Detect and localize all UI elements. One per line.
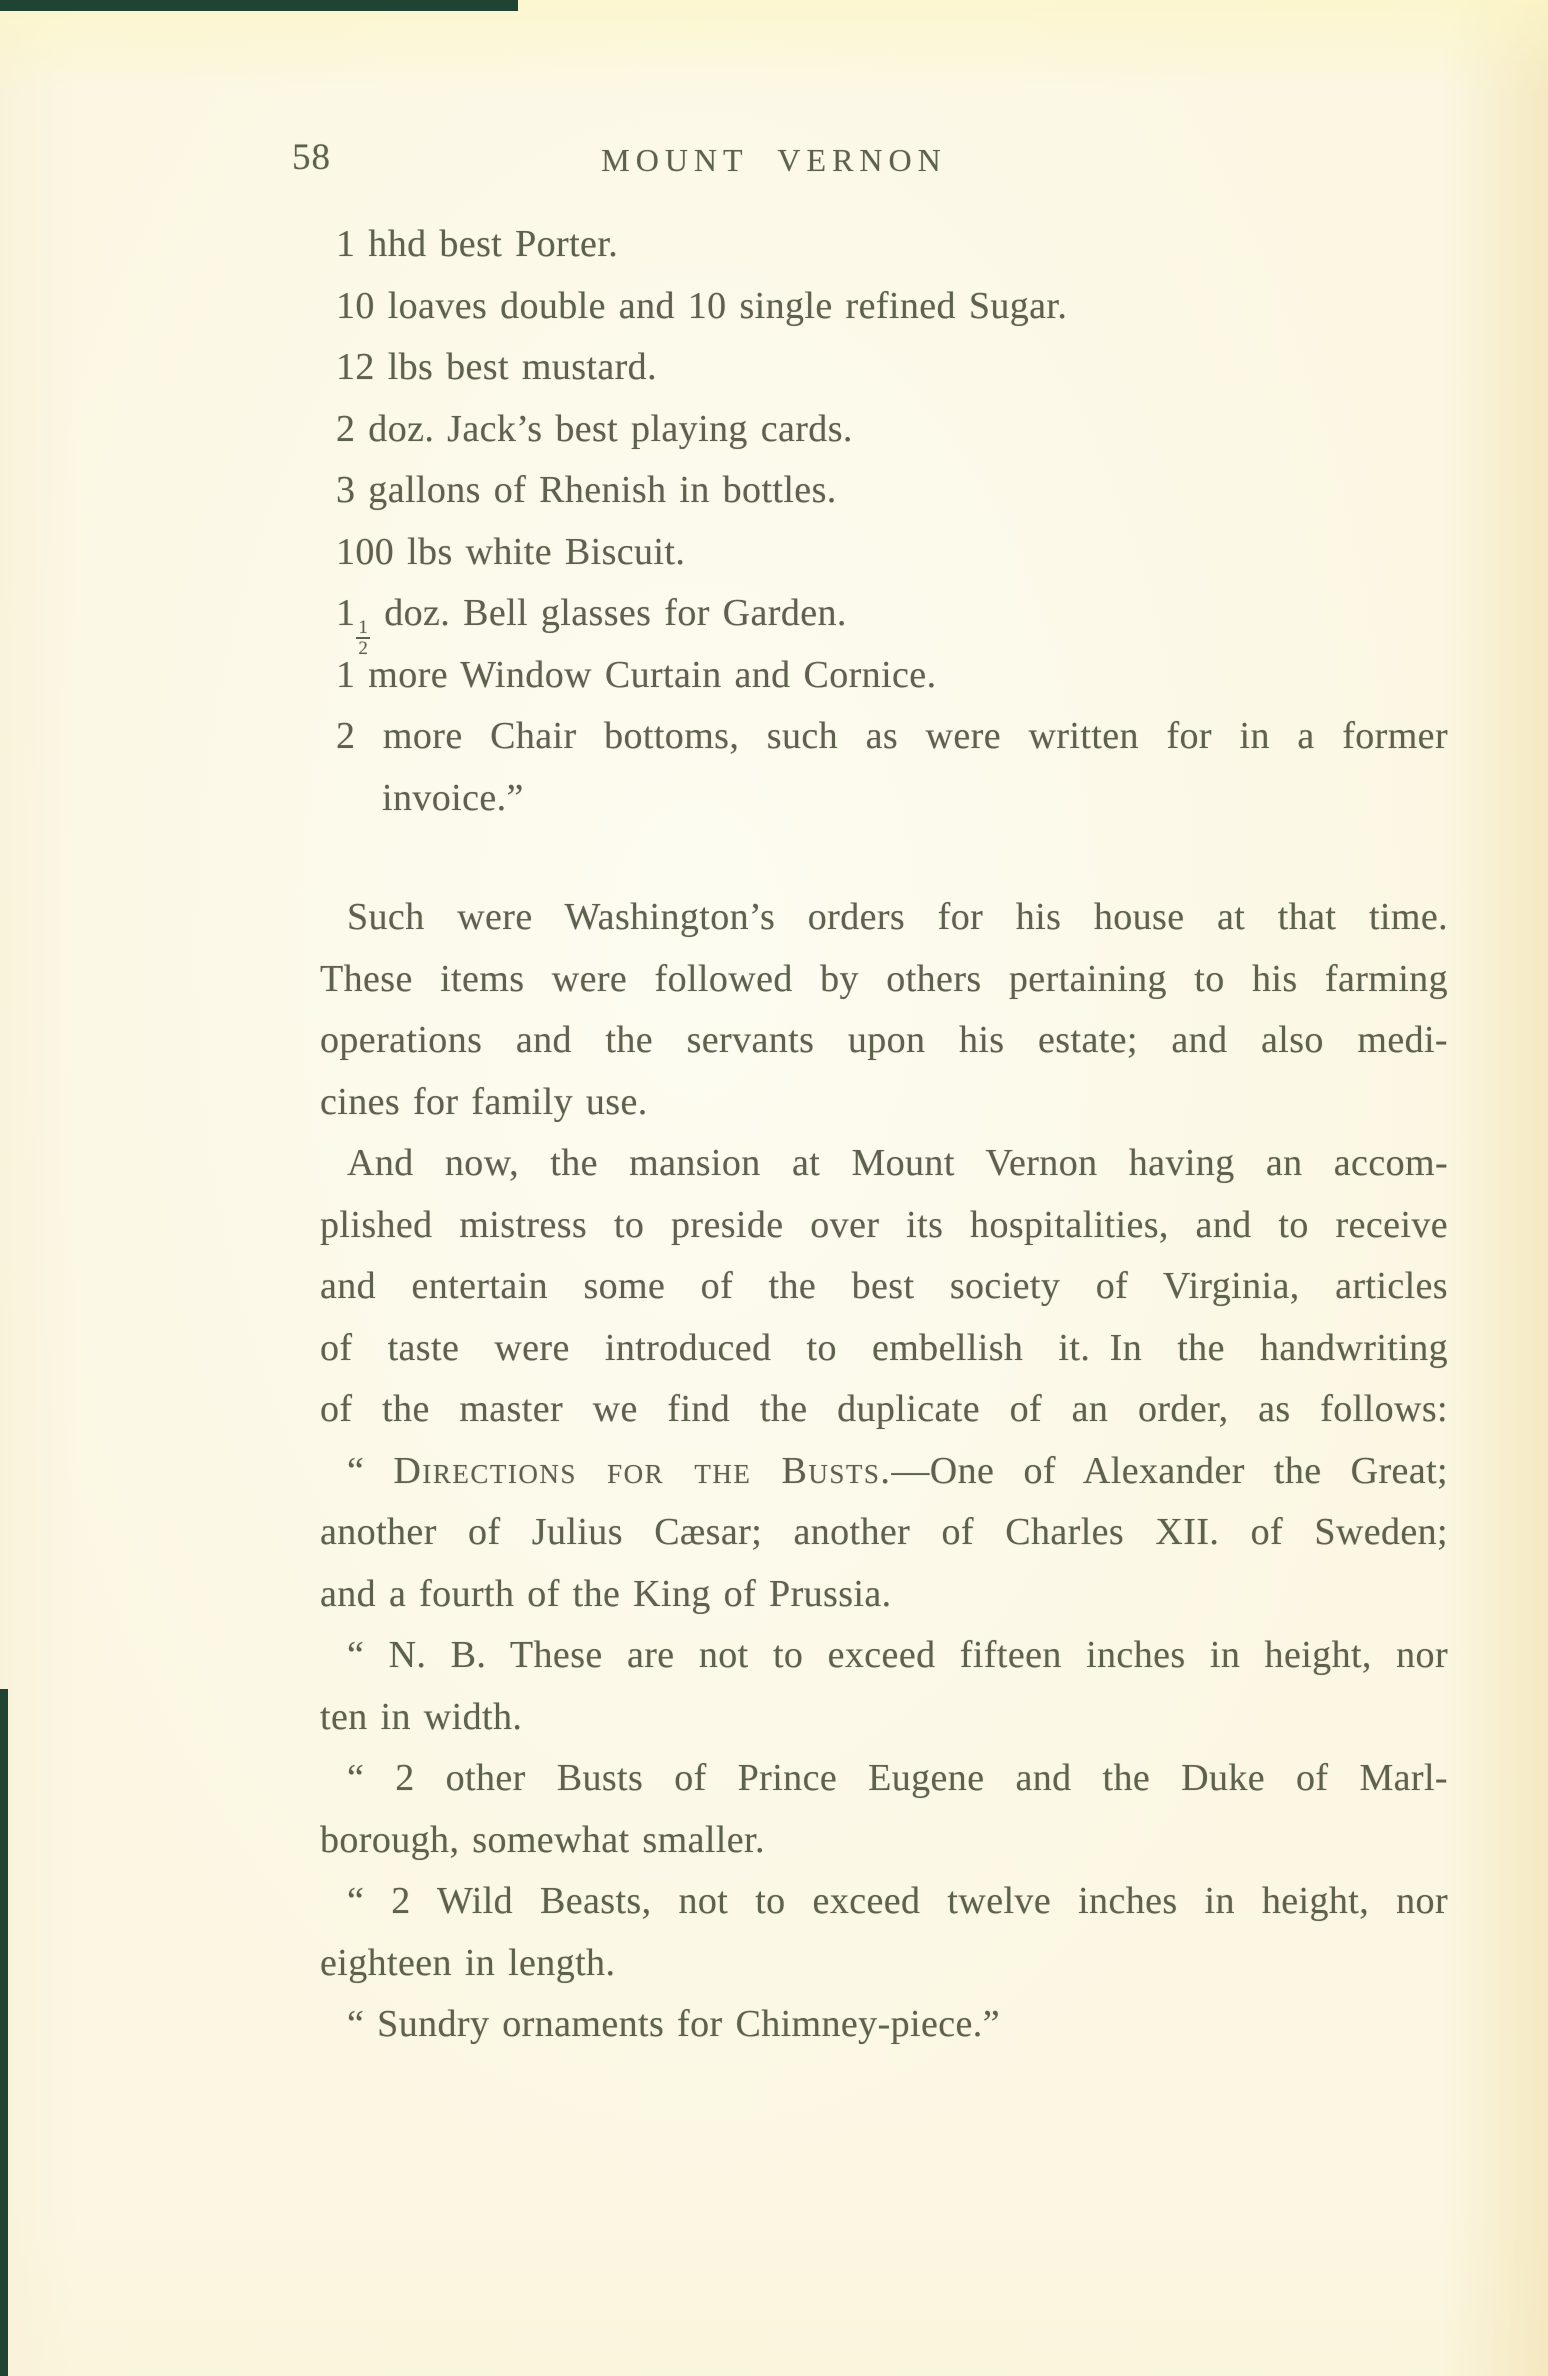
paragraph-line: And now, the mansion at Mount Vernon having an accom- [347,1142,1448,1184]
paragraph-line: operations and the servants upon his estate; and also medi- [320,1019,1448,1061]
paragraph-line: and entertain some of the best society of Virginia, articles [320,1265,1448,1307]
page-number: 58 [292,137,331,178]
paragraph-line: “ N. B. These are not to exceed fifteen inches in height, nor [347,1634,1448,1676]
paragraph-line-text: —One of Alexander the Great; [891,1449,1448,1492]
paragraph-line: “ 2 Wild Beasts, not to exceed twelve inches in height, nor [347,1880,1448,1922]
invoice-line: 2 more Chair bottoms, such as were written for in a former [336,715,1448,757]
page-header [0,136,1548,180]
paragraph-line: These items were followed by others pertaining to his farming [320,957,1448,1000]
scanner-edge-artifact-top [0,0,518,11]
paragraph-line: another of Julius Cæsar; another of Charles XII. of Sweden; [320,1511,1448,1553]
paragraph-line: borough, somewhat smaller. [320,1818,765,1861]
paragraph-line-directions-heading [320,1441,1448,1503]
scanner-edge-artifact-left [0,1689,8,2376]
small-caps-heading: Directions for the Busts. [393,1449,892,1492]
paragraph-line: cines for family use. [320,1080,648,1123]
invoice-line: 2 doz. Jack’s best playing cards. [336,407,853,450]
paragraph-line: and a fourth of the King of Prussia. [320,1572,892,1615]
invoice-line: 1 hhd best Porter. [336,223,619,265]
invoice-line: 10 loaves double and 10 single refined Sugar. [336,284,1068,327]
paragraph-line: of taste were introduced to embellish it. In the handwriting [320,1326,1448,1369]
quantity-whole-number: 1 [336,592,356,634]
invoice-line-continuation: invoice.” [382,776,524,819]
invoice-line: 100 lbs white Biscuit. [336,530,686,573]
running-title: MOUNT VERNON [601,142,947,178]
invoice-line [320,583,1448,660]
invoice-line-text: doz. Bell glasses for Garden. [371,592,847,634]
paragraph-line: of the master we find the duplicate of an order, as follows: [320,1388,1448,1430]
fraction-numerator: 1 [358,616,369,638]
paragraph-line: eighteen in length. [320,1941,616,1984]
paragraph-line: ten in width. [320,1695,523,1738]
paragraph-line: Such were Washington’s orders for his house at that time. [347,896,1448,938]
opening-quote: “ [347,1449,394,1492]
fraction-denominator: 2 [358,638,369,660]
section-gap [320,829,1448,887]
paragraph-line: plished mistress to preside over its hospitalities, and to receive [320,1203,1448,1246]
paragraph-line: “ Sundry ornaments for Chimney-piece.” [347,2003,1000,2045]
invoice-line: 3 gallons of Rhenish in bottles. [336,469,837,511]
paragraph-line: “ 2 other Busts of Prince Eugene and the Duke of Marl- [347,1757,1448,1799]
invoice-line: 1 more Window Curtain and Cornice. [336,653,937,696]
page-text-column [320,214,1448,2056]
invoice-line: 12 lbs best mustard. [336,346,657,388]
